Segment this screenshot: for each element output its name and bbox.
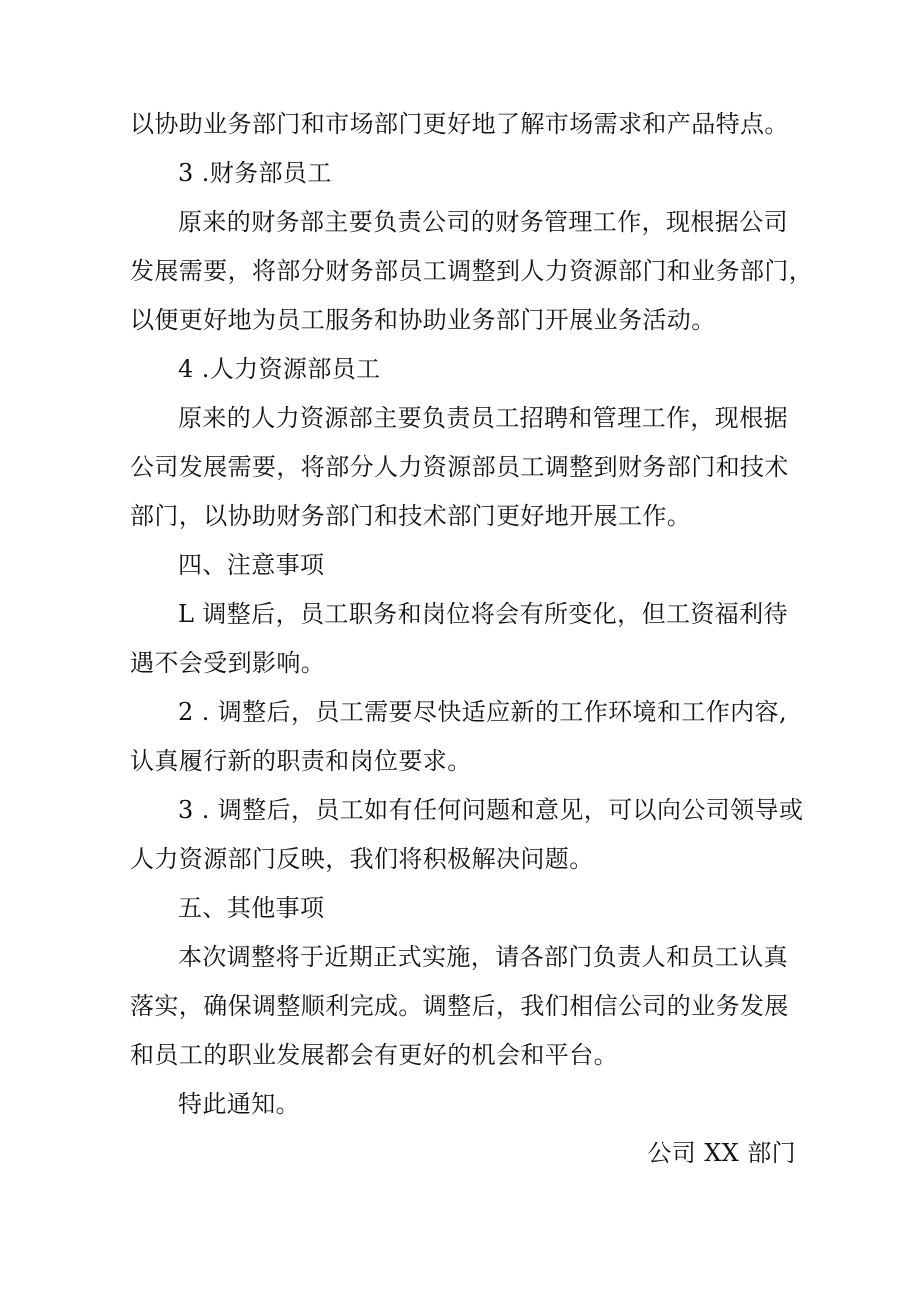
section-heading-notes: 四、注意事项 bbox=[178, 551, 325, 579]
closing-line: 特此通知。 bbox=[178, 1090, 300, 1118]
text-line-3: 原来的财务部主要负责公司的财务管理工作，现根据公司 bbox=[178, 208, 788, 236]
text-line-1: 以协助业务部门和市场部门更好地了解市场需求和产品特点。 bbox=[130, 110, 789, 138]
text-line-20: 和员工的职业发展都会有更好的机会和平台。 bbox=[130, 1041, 618, 1069]
document-body bbox=[130, 100, 814, 1178]
text-line-12: 遇不会受到影响。 bbox=[130, 649, 326, 677]
text-line-8: 公司发展需要，将部分人力资源部员工调整到财务部门和技术 bbox=[130, 453, 789, 481]
text-line-7: 原来的人力资源部主要负责员工招聘和管理工作，现根据 bbox=[178, 404, 788, 432]
section-heading-finance-staff: 3 .财务部员工 bbox=[178, 159, 332, 187]
text-line-4: 发展需要，将部分财务部员工调整到人力资源部门和业务部门， bbox=[130, 257, 814, 285]
text-line-14: 认真履行新的职责和岗位要求。 bbox=[130, 747, 472, 775]
text-line-16: 人力资源部门反映，我们将积极解决问题。 bbox=[130, 845, 594, 873]
text-line-19: 落实，确保调整顺利完成。调整后，我们相信公司的业务发展 bbox=[130, 992, 789, 1020]
text-line-18: 本次调整将于近期正式实施，请各部门负责人和员工认真 bbox=[178, 943, 788, 971]
text-line-11: L 调整后，员工职务和岗位将会有所变化，但工资福利待 bbox=[178, 600, 788, 628]
section-heading-other: 五、其他事项 bbox=[178, 894, 325, 922]
text-line-13: 2 . 调整后，员工需要尽快适应新的工作环境和工作内容, bbox=[178, 698, 787, 726]
section-heading-hr-staff: 4 .人力资源部员工 bbox=[178, 355, 381, 383]
signature: 公司 XX 部门 bbox=[647, 1139, 796, 1167]
text-line-9: 部门，以协助财务部门和技术部门更好地开展工作。 bbox=[130, 502, 692, 530]
text-line-15: 3 . 调整后，员工如有任何问题和意见，可以向公司领导或 bbox=[178, 796, 804, 824]
text-line-5: 以便更好地为员工服务和协助业务部门开展业务活动。 bbox=[130, 306, 716, 334]
